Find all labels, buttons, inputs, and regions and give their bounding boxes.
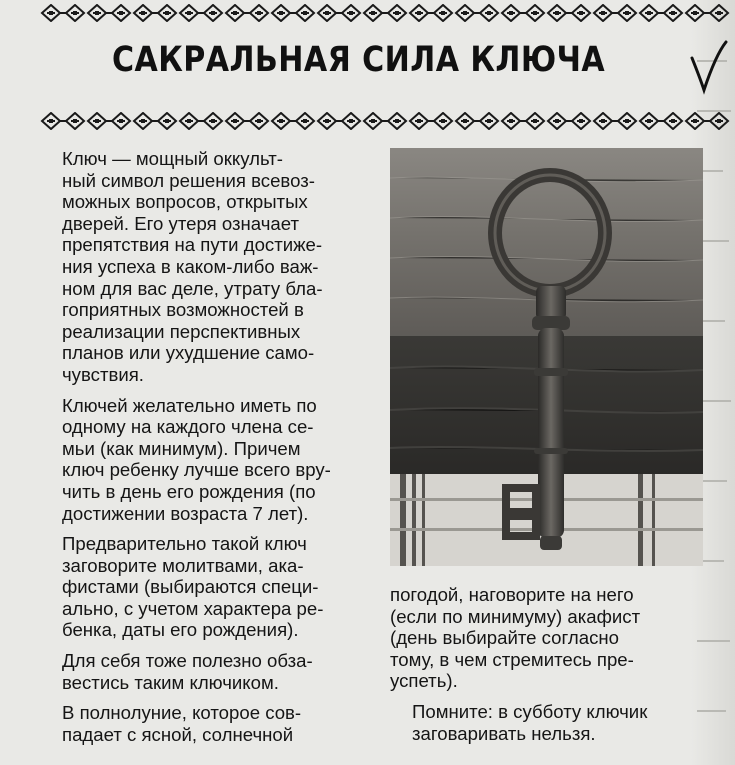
text-line: мьи (как минимум). Причем (62, 437, 301, 459)
text-line: Ключей желательно иметь по (62, 394, 317, 416)
text-line: ключ ребенку лучше всего вру- (62, 459, 331, 481)
title-ornament-border (40, 110, 730, 132)
text-line: гоприятных возможностей в (62, 299, 304, 321)
handwritten-checkmark-icon (688, 38, 730, 96)
text-line: заговаривать нельзя. (412, 722, 596, 744)
paragraph-family (40, 395, 380, 525)
text-line: падает с ясной, солнечной (62, 723, 294, 745)
text-line: ния успеха в каком-либо важ- (62, 255, 319, 277)
text-line: чить в день его рождения (по (62, 480, 316, 502)
left-text-column (40, 148, 380, 754)
text-line: препятствия на пути достиже- (62, 234, 323, 256)
text-line: реализации перспективных (62, 320, 301, 342)
text-line: Помните: в субботу ключик (412, 700, 648, 722)
text-line: погодой, наговорите на него (390, 584, 634, 605)
paragraph-akathist (390, 584, 715, 692)
article-title: САКРАЛЬНАЯ СИЛА КЛЮЧА (112, 40, 606, 80)
text-line: заговорите молитвами, ака- (62, 554, 304, 576)
text-line: фистами (выбираются специ- (62, 576, 319, 598)
right-text-column (390, 584, 715, 753)
text-line: В полнолуние, которое сов- (62, 702, 302, 724)
text-line: планов или ухудшение само- (62, 342, 315, 364)
text-line: ный символ решения всевоз- (62, 169, 315, 191)
text-line: ном для вас деле, утрату бла- (62, 277, 323, 299)
text-line: вестись таким ключиком. (62, 671, 279, 693)
paragraph-intro (40, 148, 380, 386)
paragraph-prayers (40, 533, 380, 641)
key-photo (390, 148, 703, 566)
text-line: чувствия. (62, 363, 144, 385)
paragraph-self (40, 650, 380, 693)
text-line: (день выбирайте согласно (390, 627, 619, 649)
text-line: бенка, даты его рождения). (62, 619, 299, 641)
text-line: можных вопросов, открытых (62, 191, 308, 213)
text-line: успеть). (390, 670, 458, 692)
text-line: достижении возраста 7 лет). (62, 502, 309, 524)
top-ornament-border (40, 2, 730, 24)
text-line: дверей. Его утеря означает (62, 212, 299, 234)
text-line: тому, в чем стремитесь пре- (390, 648, 634, 670)
text-line: Ключ — мощный оккульт- (62, 148, 283, 169)
paragraph-saturday (390, 701, 715, 744)
paragraph-full-moon (40, 702, 380, 745)
text-line: (если по минимуму) акафист (390, 605, 641, 627)
text-line: Предварительно такой ключ (62, 533, 307, 555)
text-line: ально, с учетом характера ре- (62, 597, 324, 619)
text-line: одному на каждого члена се- (62, 416, 314, 438)
text-line: Для себя тоже полезно обза- (62, 650, 313, 672)
